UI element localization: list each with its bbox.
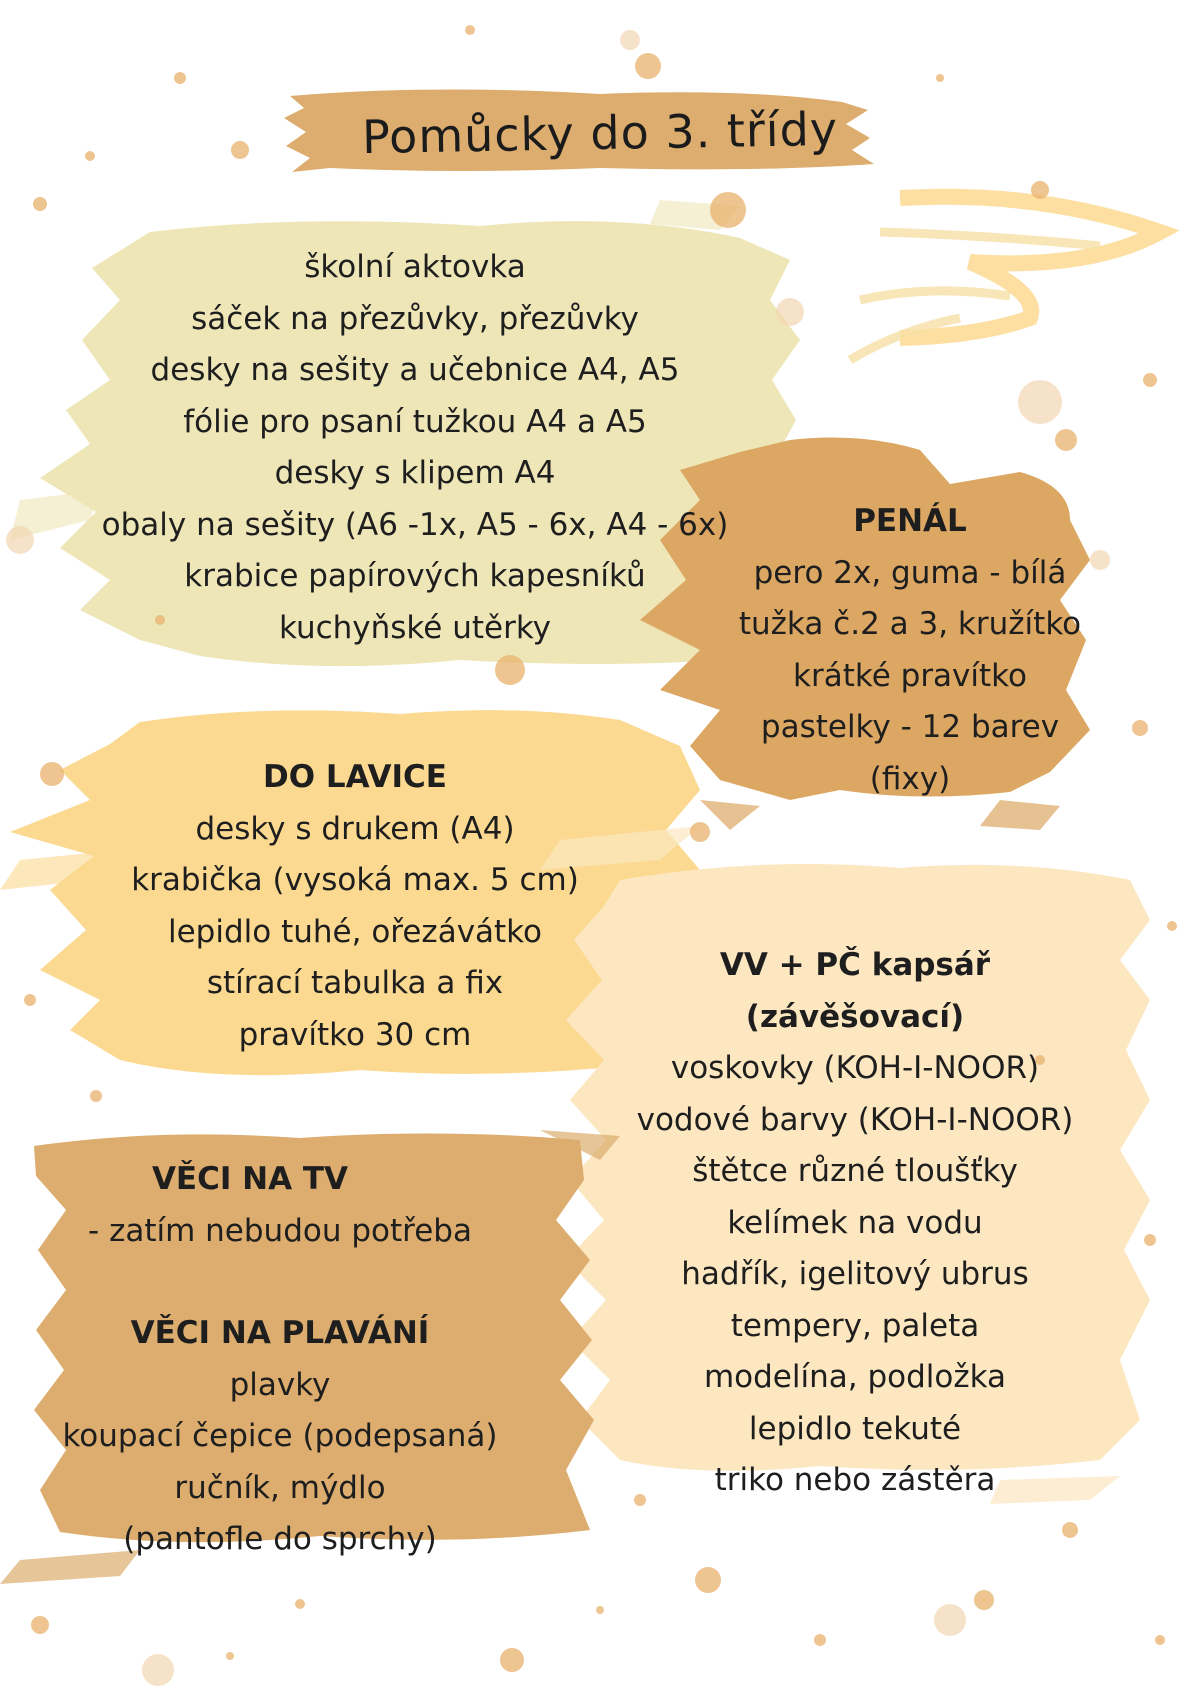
list-item: - zatím nebudou potřeba — [88, 1212, 472, 1249]
list-item: kelímek na vodu — [727, 1204, 983, 1241]
tv-list — [70, 1154, 490, 1257]
vv-subheading: (závěšovací) — [745, 998, 965, 1035]
list-item: modelína, podložka — [703, 1359, 1007, 1395]
penal-heading: PENÁL — [853, 503, 967, 539]
list-item: krabice papírových kapesníků — [184, 558, 646, 594]
plavani-list — [50, 1308, 510, 1566]
list-item: kuchyňské utěrky — [278, 609, 552, 646]
list-item: pero 2x, guma - bílá — [753, 554, 1067, 591]
lavice-heading: DO LAVICE — [263, 759, 447, 795]
list-item: pravítko 30 cm — [238, 1016, 472, 1053]
swirl-brush — [900, 197, 1160, 338]
penal-list — [710, 496, 1110, 805]
list-item: obaly na sešity (A6 -1x, A5 - 6x, A4 - 6x) — [101, 506, 729, 543]
list-item: triko nebo zástěra — [714, 1462, 996, 1498]
list-item: pastelky - 12 barev — [760, 709, 1060, 745]
lavice-list — [110, 752, 600, 1061]
list-item: fólie pro psaní tužkou A4 a A5 — [183, 403, 647, 440]
vv-list — [620, 940, 1090, 1507]
list-item: desky s klipem A4 — [274, 455, 556, 491]
list-item: lepidlo tuhé, ořezávátko — [168, 913, 542, 950]
page-title: Pomůcky do 3. třídy — [361, 101, 839, 165]
tv-heading: VĚCI NA TV — [151, 1161, 349, 1197]
list-item: ručník, mýdlo — [174, 1469, 386, 1506]
list-item: štětce různé tloušťky — [692, 1153, 1018, 1189]
list-item: stírací tabulka a fix — [206, 965, 504, 1001]
general-list — [70, 242, 760, 654]
list-item: koupací čepice (podepsaná) — [62, 1418, 498, 1454]
list-item: voskovky (KOH-I-NOOR) — [670, 1050, 1040, 1086]
list-item: hadřík, igelitový ubrus — [681, 1256, 1029, 1292]
list-item: krátké pravítko — [793, 657, 1027, 694]
list-item: (fixy) — [869, 760, 951, 797]
list-item: tempery, paleta — [730, 1307, 980, 1344]
list-item: školní aktovka — [304, 249, 526, 285]
list-item: sáček na přezůvky, přezůvky — [191, 300, 639, 337]
list-item: krabička (vysoká max. 5 cm) — [131, 862, 579, 898]
list-item: (pantofle do sprchy) — [123, 1521, 437, 1557]
list-item: plavky — [229, 1366, 331, 1403]
list-item: desky s drukem (A4) — [195, 810, 515, 847]
vv-heading: VV + PČ kapsář — [719, 947, 991, 983]
list-item: vodové barvy (KOH-I-NOOR) — [636, 1101, 1074, 1138]
list-item: lepidlo tekuté — [748, 1410, 962, 1447]
plavani-heading: VĚCI NA PLAVÁNÍ — [130, 1315, 430, 1351]
list-item: desky na sešity a učebnice A4, A5 — [150, 352, 680, 388]
list-item: tužka č.2 a 3, kružítko — [738, 606, 1082, 642]
